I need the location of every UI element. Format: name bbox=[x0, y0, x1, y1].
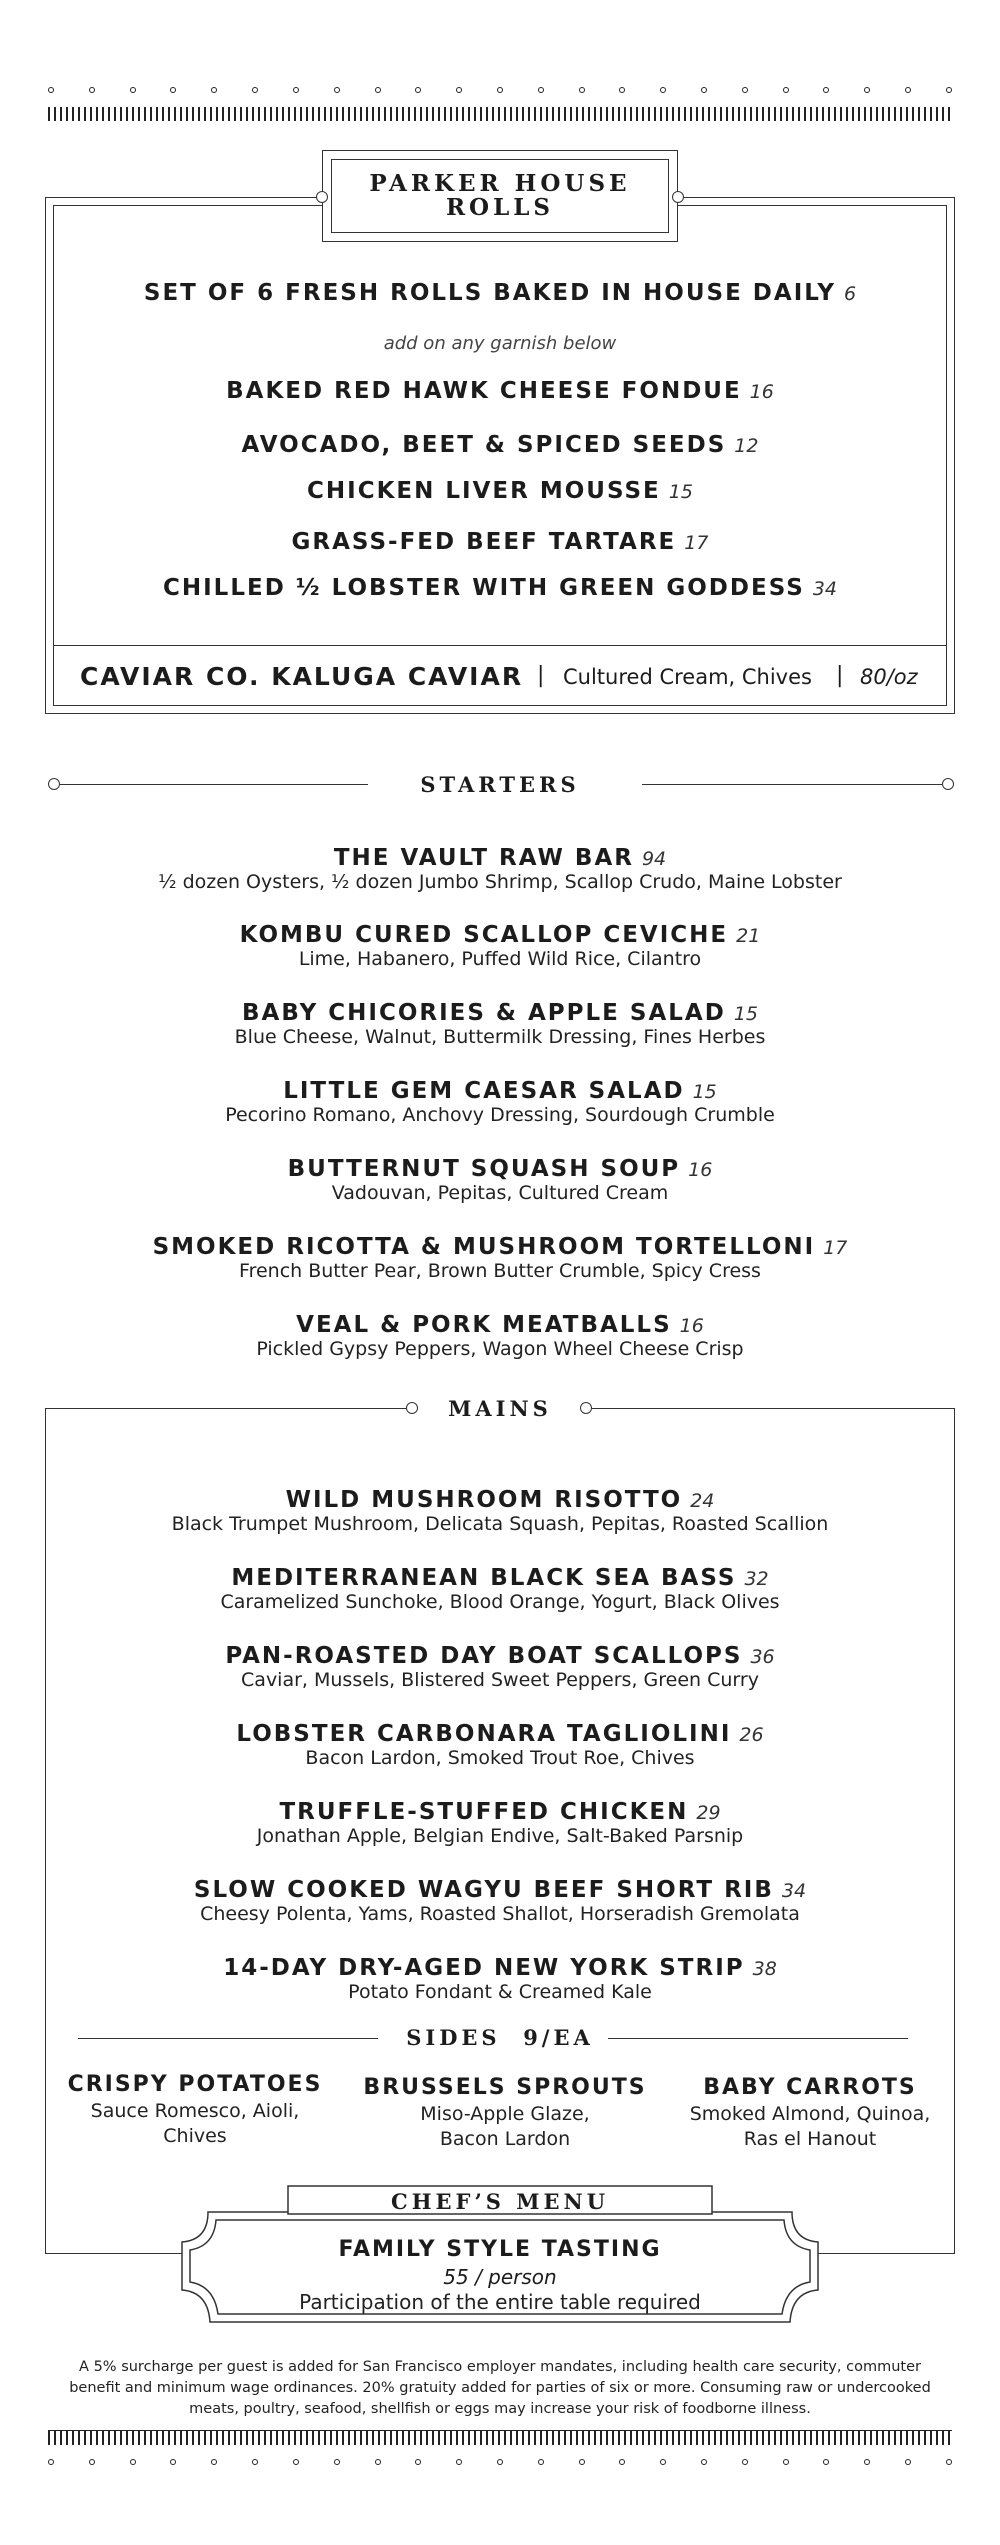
bottom-dot-border bbox=[48, 2455, 952, 2469]
caviar-price: 80/oz bbox=[860, 665, 918, 689]
mains-right-ring bbox=[580, 1402, 592, 1414]
menu-item-heading bbox=[0, 1955, 1000, 1981]
footer-line: A 5% surcharge per guest is added for San Francisco employer mandates, including health care security, commuter bbox=[79, 2359, 921, 2375]
mains-title: MAINS bbox=[448, 1396, 552, 1421]
menu-item-name: SLOW COOKED WAGYU BEEF SHORT RIB bbox=[193, 1877, 774, 1903]
border-dot bbox=[89, 2459, 95, 2465]
menu-item-description: Vadouvan, Pepitas, Cultured Cream bbox=[331, 1182, 669, 1204]
menu-item-price: 32 bbox=[744, 1568, 769, 1590]
menu-item-price: 94 bbox=[641, 848, 667, 870]
menu-item-description: Bacon Lardon, Smoked Trout Roe, Chives bbox=[305, 1747, 695, 1769]
rolls-title-line2: ROLLS bbox=[445, 194, 555, 221]
menu-item-heading bbox=[0, 1000, 1000, 1026]
border-dot bbox=[619, 87, 625, 93]
menu-item-heading bbox=[0, 1156, 1000, 1182]
addon-price: 17 bbox=[684, 532, 709, 554]
menu-item-price: 21 bbox=[736, 925, 761, 947]
side-item bbox=[675, 2075, 945, 2152]
caviar-garnish: Cultured Cream, Chives bbox=[563, 665, 812, 689]
side-name: BABY CARROTS bbox=[703, 2075, 917, 2100]
menu-item-price: 15 bbox=[692, 1081, 717, 1103]
footer-line: meats, poultry, seafood, shellfish or eggs may increase your risk of foodborne illness. bbox=[189, 2401, 811, 2417]
border-dot bbox=[742, 2459, 748, 2465]
menu-item bbox=[0, 1721, 1000, 1769]
addon-price: 34 bbox=[812, 578, 837, 600]
sides-title: SIDES 9/EA bbox=[406, 2025, 594, 2050]
rolls-main-name: SET OF 6 FRESH ROLLS BAKED IN HOUSE DAILY bbox=[143, 280, 836, 306]
addon-item bbox=[0, 378, 1000, 404]
border-dot bbox=[415, 87, 421, 93]
menu-item-heading bbox=[0, 845, 1000, 871]
mains-top-rule-right bbox=[592, 1408, 955, 1409]
menu-item-heading bbox=[0, 1487, 1000, 1513]
bottom-tick-border bbox=[48, 2430, 952, 2445]
addon-price: 15 bbox=[668, 481, 693, 503]
addon-item bbox=[0, 478, 1000, 504]
side-name: BRUSSELS SPROUTS bbox=[363, 2075, 647, 2100]
menu-item-heading bbox=[0, 1312, 1000, 1338]
menu-item bbox=[0, 1156, 1000, 1204]
border-dot bbox=[701, 2459, 707, 2465]
menu-item-description: Pecorino Romano, Anchovy Dressing, Sourdough Crumble bbox=[225, 1104, 775, 1126]
border-dot bbox=[211, 87, 217, 93]
border-dot bbox=[823, 2459, 829, 2465]
menu-item-description: Lime, Habanero, Puffed Wild Rice, Cilantro bbox=[298, 948, 702, 970]
chef-menu-note: Participation of the entire table required bbox=[299, 2290, 701, 2314]
border-dot bbox=[579, 2459, 585, 2465]
menu-item-name: THE VAULT RAW BAR bbox=[333, 845, 634, 871]
caviar-sep-2: | bbox=[836, 663, 844, 688]
addon-name: GRASS-FED BEEF TARTARE bbox=[291, 529, 677, 555]
border-dot bbox=[293, 87, 299, 93]
menu-item-description: Black Trumpet Mushroom, Delicata Squash, Pepitas, Roasted Scallion bbox=[171, 1513, 829, 1535]
chef-menu-price: 55 / person bbox=[443, 2265, 557, 2289]
footer-line: benefit and minimum wage ordinances. 20% gratuity added for parties of six or more. Consuming raw or undercooked bbox=[69, 2380, 931, 2396]
border-dot bbox=[48, 87, 54, 93]
menu-item bbox=[0, 1000, 1000, 1048]
border-dot bbox=[375, 87, 381, 93]
side-item bbox=[355, 2075, 655, 2152]
border-dot bbox=[701, 87, 707, 93]
chef-menu-title: CHEF’S MENU bbox=[390, 2189, 610, 2214]
border-dot bbox=[783, 87, 789, 93]
border-dot bbox=[252, 2459, 258, 2465]
starters-right-ring bbox=[942, 778, 954, 790]
border-dot bbox=[456, 87, 462, 93]
side-name: CRISPY POTATOES bbox=[67, 2072, 323, 2097]
menu-item-description: Blue Cheese, Walnut, Buttermilk Dressing, Fines Herbes bbox=[234, 1026, 766, 1048]
menu-item-name: KOMBU CURED SCALLOP CEVICHE bbox=[239, 922, 729, 948]
addon-item bbox=[0, 575, 1000, 601]
top-dot-border bbox=[48, 83, 952, 97]
border-dot bbox=[89, 87, 95, 93]
menu-item-heading bbox=[0, 1234, 1000, 1260]
menu-item-description: ½ dozen Oysters, ½ dozen Jumbo Shrimp, Scallop Crudo, Maine Lobster bbox=[158, 871, 842, 893]
rolls-title-line1: PARKER HOUSE bbox=[369, 170, 631, 197]
border-dot bbox=[538, 87, 544, 93]
menu-item-price: 38 bbox=[752, 1958, 777, 1980]
addon-name: CHICKEN LIVER MOUSSE bbox=[307, 478, 661, 504]
menu-item-price: 26 bbox=[739, 1724, 764, 1746]
rolls-note: add on any garnish below bbox=[383, 333, 617, 354]
menu-item-price: 36 bbox=[750, 1646, 775, 1668]
menu-item bbox=[0, 1955, 1000, 2003]
menu-item-price: 34 bbox=[781, 1880, 807, 1902]
menu-item-description: French Butter Pear, Brown Butter Crumble, Spicy Cress bbox=[239, 1260, 761, 1282]
side-item bbox=[55, 2072, 335, 2149]
menu-item-name: WILD MUSHROOM RISOTTO bbox=[285, 1487, 683, 1513]
menu-item-name: SMOKED RICOTTA & MUSHROOM TORTELLONI bbox=[152, 1234, 816, 1260]
menu-item-name: BABY CHICORIES & APPLE SALAD bbox=[242, 1000, 726, 1026]
border-dot bbox=[211, 2459, 217, 2465]
addon-name: AVOCADO, BEET & SPICED SEEDS bbox=[241, 432, 727, 458]
border-dot bbox=[252, 87, 258, 93]
border-dot bbox=[619, 2459, 625, 2465]
menu-item-price: 16 bbox=[688, 1159, 713, 1181]
menu-item-heading bbox=[0, 1877, 1000, 1903]
border-dot bbox=[130, 87, 136, 93]
caviar-sep-1: | bbox=[537, 663, 545, 688]
footer-disclaimer bbox=[0, 2357, 1000, 2420]
border-dot bbox=[823, 87, 829, 93]
border-dot bbox=[334, 87, 340, 93]
menu-item bbox=[0, 1234, 1000, 1282]
menu-item-description: Pickled Gypsy Peppers, Wagon Wheel Cheese Crisp bbox=[256, 1338, 744, 1360]
rolls-title bbox=[0, 172, 1000, 220]
border-dot bbox=[334, 2459, 340, 2465]
side-desc-1: Smoked Almond, Quinoa, bbox=[689, 2103, 931, 2125]
menu-item-description: Cheesy Polenta, Yams, Roasted Shallot, Horseradish Gremolata bbox=[200, 1903, 800, 1925]
side-desc-1: Miso-Apple Glaze, bbox=[420, 2103, 590, 2125]
menu-item bbox=[0, 1877, 1000, 1925]
border-dot bbox=[905, 2459, 911, 2465]
border-dot bbox=[538, 2459, 544, 2465]
addon-item bbox=[0, 432, 1000, 458]
menu-item-heading bbox=[0, 1565, 1000, 1591]
menu-item-description: Potato Fondant & Creamed Kale bbox=[348, 1981, 652, 2003]
addon-name: BAKED RED HAWK CHEESE FONDUE bbox=[226, 378, 742, 404]
top-tick-border bbox=[48, 107, 952, 121]
menu-item-heading bbox=[0, 1721, 1000, 1747]
sides-right-rule bbox=[608, 2038, 908, 2039]
border-dot bbox=[170, 2459, 176, 2465]
menu-item-heading bbox=[0, 1643, 1000, 1669]
menu-item bbox=[0, 922, 1000, 970]
border-dot bbox=[783, 2459, 789, 2465]
border-dot bbox=[48, 2459, 54, 2465]
menu-item-heading bbox=[0, 922, 1000, 948]
border-dot bbox=[497, 87, 503, 93]
menu-item-name: MEDITERRANEAN BLACK SEA BASS bbox=[231, 1565, 737, 1591]
menu-item-description: Caramelized Sunchoke, Blood Orange, Yogurt, Black Olives bbox=[220, 1591, 780, 1613]
border-dot bbox=[660, 2459, 666, 2465]
border-dot bbox=[456, 2459, 462, 2465]
menu-item-name: BUTTERNUT SQUASH SOUP bbox=[287, 1156, 681, 1182]
border-dot bbox=[130, 2459, 136, 2465]
menu-item-name: LITTLE GEM CAESAR SALAD bbox=[283, 1078, 685, 1104]
menu-item-heading bbox=[0, 1078, 1000, 1104]
menu-item-price: 16 bbox=[679, 1315, 704, 1337]
border-dot bbox=[864, 87, 870, 93]
menu-item-price: 15 bbox=[733, 1003, 758, 1025]
menu-item-price: 17 bbox=[823, 1237, 848, 1259]
border-dot bbox=[946, 2459, 952, 2465]
side-desc-1: Sauce Romesco, Aioli, bbox=[90, 2100, 300, 2122]
border-dot bbox=[946, 87, 952, 93]
border-dot bbox=[375, 2459, 381, 2465]
menu-item bbox=[0, 1799, 1000, 1847]
starters-title: STARTERS bbox=[420, 772, 580, 797]
rolls-main-item bbox=[0, 280, 1000, 306]
addon-price: 12 bbox=[734, 435, 759, 457]
side-desc-2: Chives bbox=[163, 2125, 227, 2147]
border-dot bbox=[579, 87, 585, 93]
menu-item-description: Jonathan Apple, Belgian Endive, Salt-Baked Parsnip bbox=[256, 1825, 744, 1847]
chef-menu-name: FAMILY STYLE TASTING bbox=[338, 2237, 662, 2262]
border-dot bbox=[742, 87, 748, 93]
menu-item-heading bbox=[0, 1799, 1000, 1825]
menu-item-name: TRUFFLE-STUFFED CHICKEN bbox=[279, 1799, 689, 1825]
border-dot bbox=[170, 87, 176, 93]
caviar-name: CAVIAR CO. KALUGA CAVIAR bbox=[80, 662, 524, 691]
menu-item-name: PAN-ROASTED DAY BOAT SCALLOPS bbox=[225, 1643, 743, 1669]
caviar-divider bbox=[53, 645, 947, 646]
border-dot bbox=[905, 87, 911, 93]
menu-item bbox=[0, 845, 1000, 893]
border-dot bbox=[293, 2459, 299, 2465]
border-dot bbox=[864, 2459, 870, 2465]
menu-item-name: VEAL & PORK MEATBALLS bbox=[296, 1312, 672, 1338]
addon-price: 16 bbox=[749, 381, 774, 403]
menu-item-description: Caviar, Mussels, Blistered Sweet Peppers, Green Curry bbox=[241, 1669, 759, 1691]
side-desc-2: Ras el Hanout bbox=[743, 2128, 877, 2150]
menu-item bbox=[0, 1078, 1000, 1126]
border-dot bbox=[415, 2459, 421, 2465]
side-desc-2: Bacon Lardon bbox=[439, 2128, 571, 2150]
menu-item-name: 14-DAY DRY-AGED NEW YORK STRIP bbox=[223, 1955, 745, 1981]
menu-item bbox=[0, 1312, 1000, 1360]
menu-item-price: 29 bbox=[696, 1802, 721, 1824]
menu-item bbox=[0, 1643, 1000, 1691]
menu-item bbox=[0, 1487, 1000, 1535]
starters-right-rule bbox=[642, 784, 942, 785]
menu-item-price: 24 bbox=[690, 1490, 715, 1512]
addon-name: CHILLED ½ LOBSTER WITH GREEN GODDESS bbox=[163, 575, 805, 601]
border-dot bbox=[660, 87, 666, 93]
rolls-main-price: 6 bbox=[843, 283, 857, 305]
addon-item bbox=[0, 529, 1000, 555]
menu-item bbox=[0, 1565, 1000, 1613]
menu-item-name: LOBSTER CARBONARA TAGLIOLINI bbox=[236, 1721, 732, 1747]
border-dot bbox=[497, 2459, 503, 2465]
